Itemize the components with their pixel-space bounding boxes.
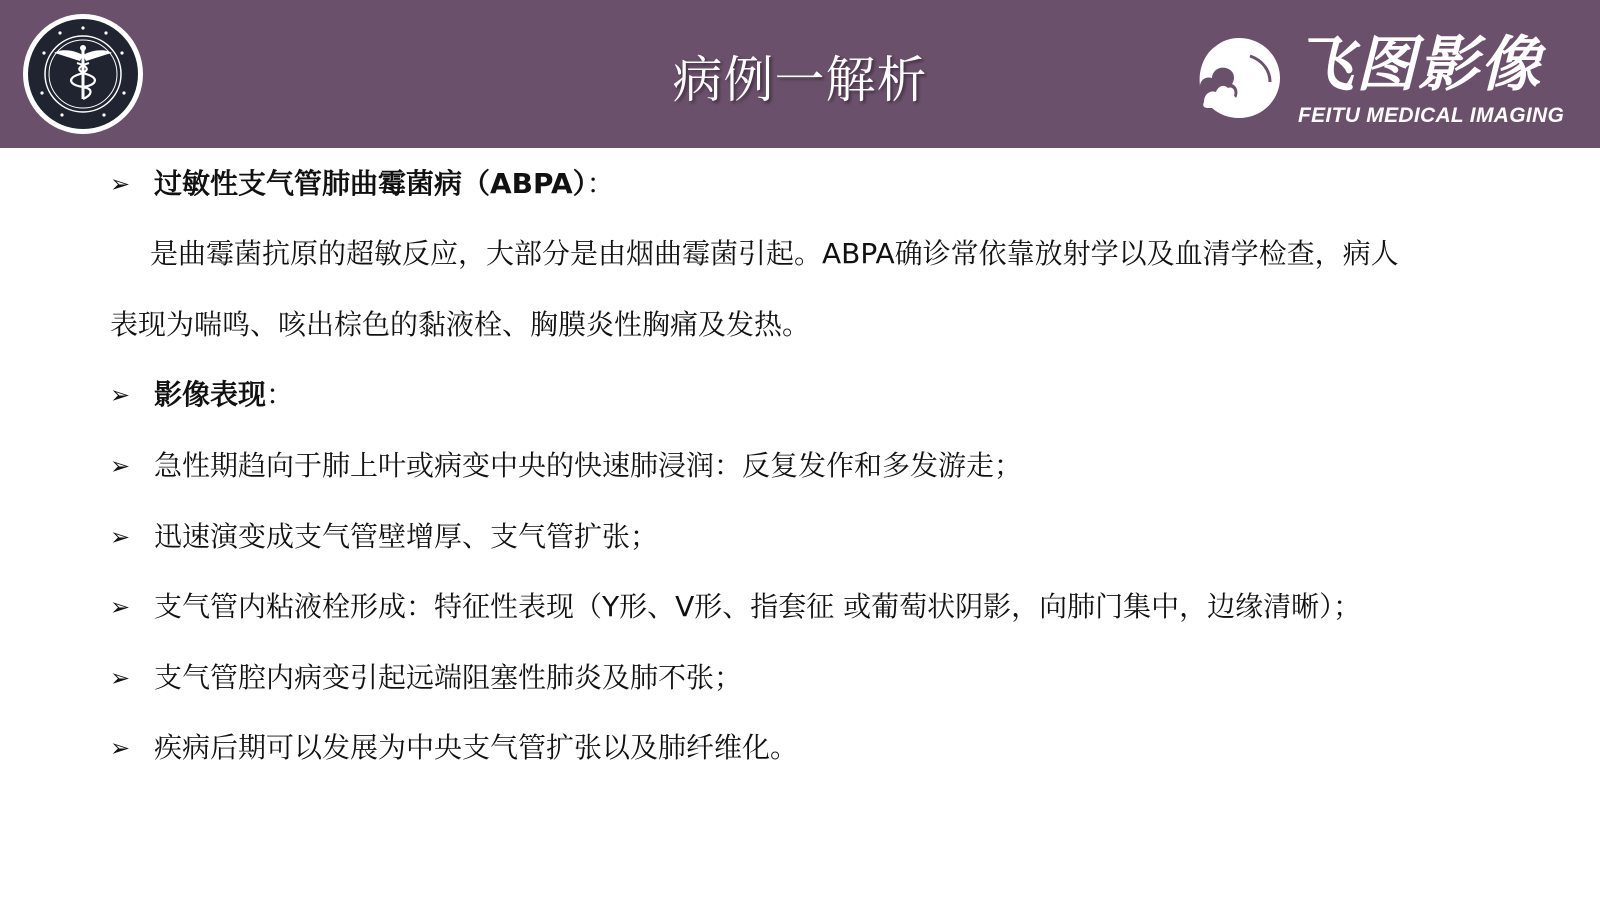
brand-logo xyxy=(1190,30,1570,130)
cloud-icon xyxy=(1190,32,1288,128)
list-item xyxy=(110,517,658,557)
list-item-text: 支气管腔内病变引起远端阻塞性肺炎及肺不张； xyxy=(154,661,743,694)
heading-abpa-colon: ： xyxy=(586,167,615,200)
arrow-bullet-icon: ➢ xyxy=(110,664,131,692)
list-item-text: 支气管内粘液栓形成：特征性表现（Y形、V形、指套征 或葡萄状阴影，向肺门集中，边缘清晰）； xyxy=(154,590,1362,623)
arrow-bullet-icon: ➢ xyxy=(110,734,131,762)
brand-name-cn: 飞图影像 xyxy=(1294,30,1542,100)
heading-imaging-label: 影像表现 xyxy=(154,378,267,411)
list-item xyxy=(110,587,1361,627)
arrow-bullet-icon: ➢ xyxy=(110,593,131,621)
arrow-bullet-icon: ➢ xyxy=(110,381,131,409)
paragraph-line-1: 是曲霉菌抗原的超敏反应，大部分是由烟曲霉菌引起。ABPA确诊常依靠放射学以及血清学检查，病人 xyxy=(150,237,1399,270)
arrow-bullet-icon: ➢ xyxy=(110,170,131,198)
heading-abpa-label: 过敏性支气管肺曲霉菌病（ABPA） xyxy=(154,167,587,200)
list-item-text: 疾病后期可以发展为中央支气管扩张以及肺纤维化。 xyxy=(154,731,799,764)
list-item xyxy=(110,728,798,768)
brand-name-en: FEITU MEDICAL IMAGING xyxy=(1298,104,1565,127)
arrow-bullet-icon: ➢ xyxy=(110,452,131,480)
heading-imaging-colon: ： xyxy=(266,378,295,411)
header-band xyxy=(0,0,1600,148)
heading-imaging xyxy=(110,375,294,415)
arrow-bullet-icon: ➢ xyxy=(110,523,131,551)
page-title: 病例一解析 xyxy=(672,51,928,109)
list-item-text: 迅速演变成支气管壁增厚、支气管扩张； xyxy=(154,520,659,553)
list-item-text: 急性期趋向于肺上叶或病变中央的快速肺浸润：反复发作和多发游走； xyxy=(154,449,1023,482)
paragraph-line-2: 表现为喘鸣、咳出棕色的黏液栓、胸膜炎性胸痛及发热。 xyxy=(110,308,811,341)
list-item xyxy=(110,658,742,698)
heading-abpa xyxy=(110,164,615,204)
list-item xyxy=(110,446,1022,486)
